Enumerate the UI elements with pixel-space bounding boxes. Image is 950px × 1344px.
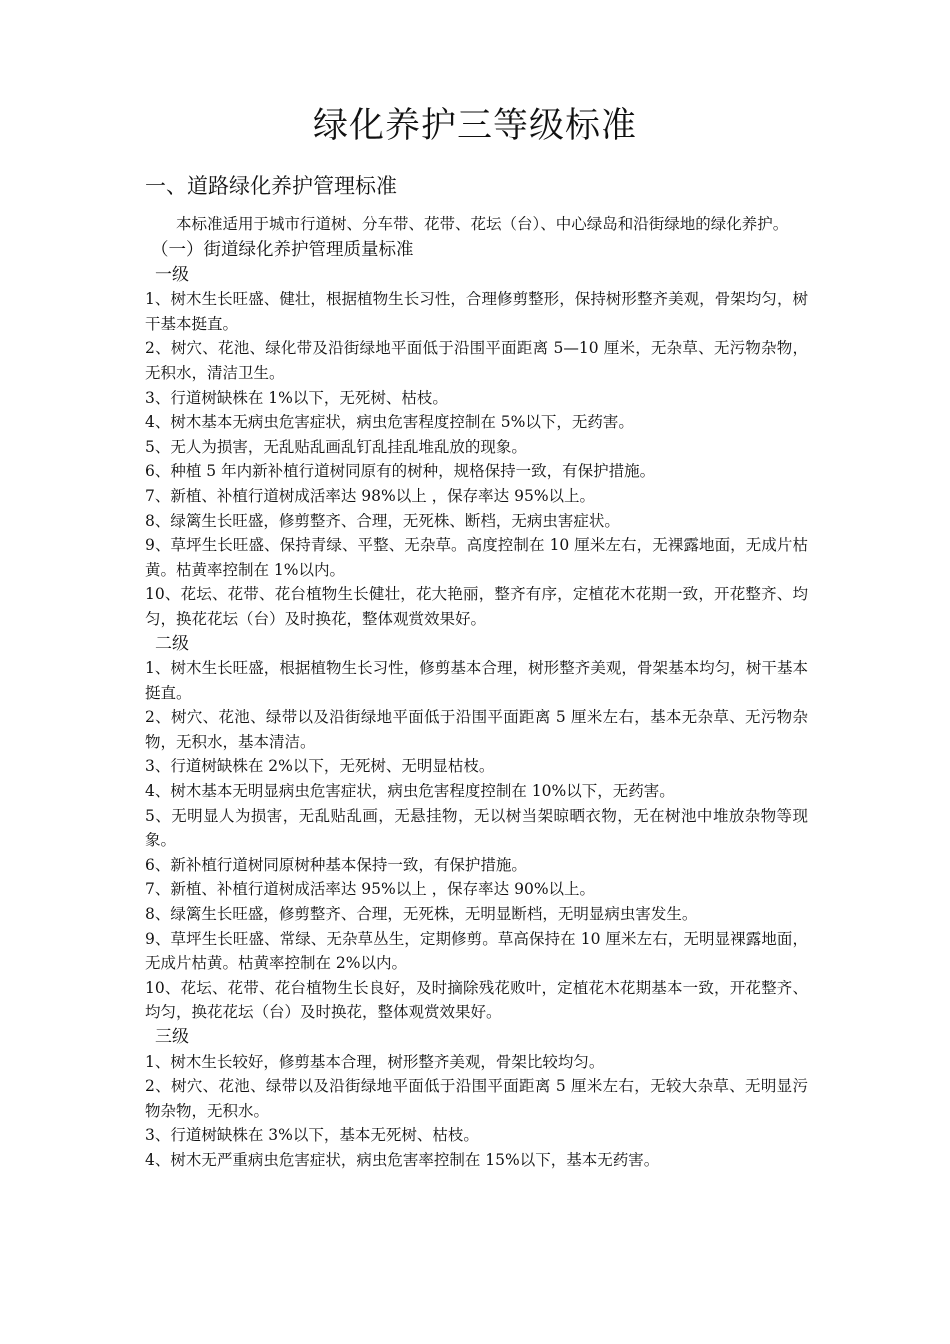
list-item: 4、树木无严重病虫危害症状，病虫危害率控制在 15%以下，基本无药害。 xyxy=(145,1150,660,1169)
list-item: 8、绿篱生长旺盛，修剪整齐、合理，无死株，无明显断档，无明显病虫害发生。 xyxy=(145,905,698,924)
document-body xyxy=(145,212,808,1173)
list-item: 7、新植、补植行道树成活率达 98%以上 ，保存率达 95%以上。 xyxy=(145,486,596,505)
list-item: 3、行道树缺株在 3%以下，基本无死树、枯枝。 xyxy=(145,1126,479,1145)
list-item: 9、草坪生长旺盛、常绿、无杂草丛生，定期修剪。草高保持在 10 厘米左右，无明显裸露地面，无成片枯黄。枯黄率控制在 2%以内。 xyxy=(145,929,808,973)
list-item: 3、行道树缺株在 1%以下，无死树、枯枝。 xyxy=(145,388,448,407)
list-item: 4、树木基本无明显病虫危害症状，病虫危害程度控制在 10%以下，无药害。 xyxy=(145,782,675,801)
level-heading: 二级 xyxy=(155,633,189,654)
list-item: 1、树木生长旺盛，根据植物生长习性，修剪基本合理，树形整齐美观，骨架基本均匀，树干基本挺直。 xyxy=(145,659,808,702)
list-item: 9、草坪生长旺盛、保持青绿、平整、无杂草。高度控制在 10 厘米左右，无裸露地面，无成片枯黄。枯黄率控制在 1%以内。 xyxy=(145,536,808,579)
list-item: 2、树穴、花池、绿带以及沿街绿地平面低于沿围平面距离 5 厘米左右，基本无杂草、无污物杂物，无积水，基本清洁。 xyxy=(145,708,808,751)
document-title: 绿化养护三等级标准 xyxy=(312,106,637,146)
list-item: 10、花坛、花带、花台植物生长健壮，花大艳丽，整齐有序，定植花木花期一致，开花整齐、均匀，换花花坛（台）及时换花，整体观赏效果好。 xyxy=(145,585,808,628)
subsection-heading: （一）街道绿化养护管理质量标准 xyxy=(151,239,414,260)
list-item: 6、种植 5 年内新补植行道树同原有的树种，规格保持一致，有保护措施。 xyxy=(145,462,656,481)
level-heading: 一级 xyxy=(155,264,189,285)
list-item: 3、行道树缺株在 2%以下，无死树、无明显枯枝。 xyxy=(145,757,495,776)
list-item: 5、无明显人为损害，无乱贴乱画，无悬挂物，无以树当架晾晒衣物，无在树池中堆放杂物等现象。 xyxy=(145,806,808,850)
list-item: 7、新植、补植行道树成活率达 95%以上 ，保存率达 90%以上。 xyxy=(145,880,596,899)
list-item: 8、绿篱生长旺盛，修剪整齐、合理，无死株、断档，无病虫害症状。 xyxy=(145,511,620,530)
list-item: 5、无人为损害，无乱贴乱画乱钉乱挂乱堆乱放的现象。 xyxy=(145,437,527,456)
list-item: 1、树木生长较好，修剪基本合理，树形整齐美观，骨架比较均匀。 xyxy=(145,1052,605,1071)
intro-paragraph: 本标准适用于城市行道树、分车带、花带、花坛（台）、中心绿岛和沿街绿地的绿化养护。 xyxy=(176,215,789,233)
list-item: 2、树穴、花池、绿化带及沿街绿地平面低于沿围平面距离 5—10 厘米，无杂草、无污物杂物，无积水，清洁卫生。 xyxy=(145,339,808,382)
list-item: 10、花坛、花带、花台植物生长良好，及时摘除残花败叶，定植花木花期基本一致，开花整齐、均匀，换花花坛（台）及时换花，整体观赏效果好。 xyxy=(145,978,808,1022)
list-item: 4、树木基本无病虫危害症状，病虫危害程度控制在 5%以下，无药害。 xyxy=(145,413,634,432)
list-item: 2、树穴、花池、绿带以及沿街绿地平面低于沿围平面距离 5 厘米左右，无较大杂草、无明显污物杂物，无积水。 xyxy=(145,1077,808,1120)
level-heading: 三级 xyxy=(155,1027,189,1047)
list-item: 6、新补植行道树同原树种基本保持一致，有保护措施。 xyxy=(145,855,527,874)
section-heading: 一、道路绿化养护管理标准 xyxy=(145,174,397,198)
list-item: 1、树木生长旺盛、健壮，根据植物生长习性，合理修剪整形，保持树形整齐美观，骨架均匀，树干基本挺直。 xyxy=(145,290,808,333)
